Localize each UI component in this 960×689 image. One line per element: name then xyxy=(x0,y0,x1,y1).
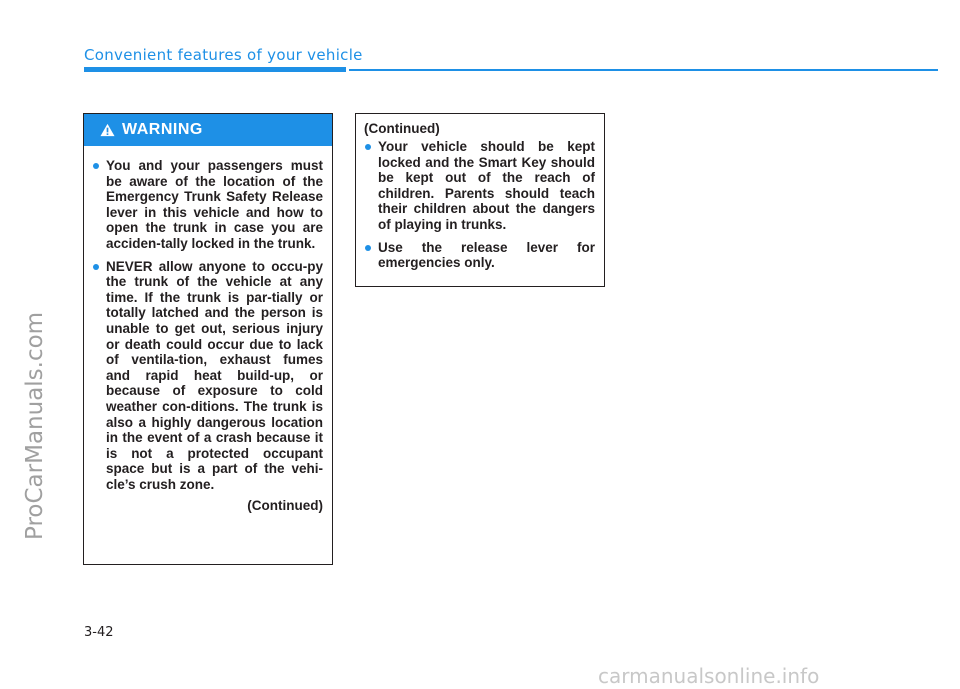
warning-label: WARNING xyxy=(122,121,203,138)
warning-box xyxy=(83,113,333,565)
page-number: 3-42 xyxy=(84,625,114,640)
section-rule xyxy=(349,69,938,71)
warning-bullet: You and your passengers must be aware of the location of the Emergency Trunk Safety Release lever in this vehicle and how to open the trunk in case you are acciden-tally locked in the trunk. xyxy=(92,158,323,252)
continued-label: (Continued) xyxy=(364,121,440,136)
warning-triangle-icon xyxy=(100,123,115,137)
continued-bullet: Your vehicle should be kept locked and the Smart Key should be kept out of the reach of children. Parents should teach their children about the dangers of playing in trunks. xyxy=(364,139,595,233)
continued-bullet: Use the release lever for emergencies only. xyxy=(364,240,595,271)
warning-content xyxy=(84,146,332,514)
warning-bullet-list xyxy=(92,158,323,492)
warning-header xyxy=(84,114,332,146)
continued-bullet-list xyxy=(364,139,595,271)
continued-label: (Continued) xyxy=(247,498,323,514)
continued-box xyxy=(355,113,605,287)
side-watermark: ProCarManuals.com xyxy=(22,311,48,540)
warning-bullet: NEVER allow anyone to occu-py the trunk of the vehicle at any time. If the trunk is par-tially or totally latched and the person is unable to get out, serious injury or death could occur due to lack of ventila-tion, exhaust fumes and rapid heat build-up, or because of exposure to cold weather con-ditions. The trunk is also a highly dangerous location in the event of a crash because it is not a protected occupant space but is a part of the vehi-cle’s crush zone. xyxy=(92,259,323,493)
bottom-watermark: carmanualsonline.info xyxy=(598,664,820,688)
continued-content xyxy=(356,114,604,271)
section-title: Convenient features of your vehicle xyxy=(84,46,363,64)
section-rule-accent xyxy=(84,67,346,72)
